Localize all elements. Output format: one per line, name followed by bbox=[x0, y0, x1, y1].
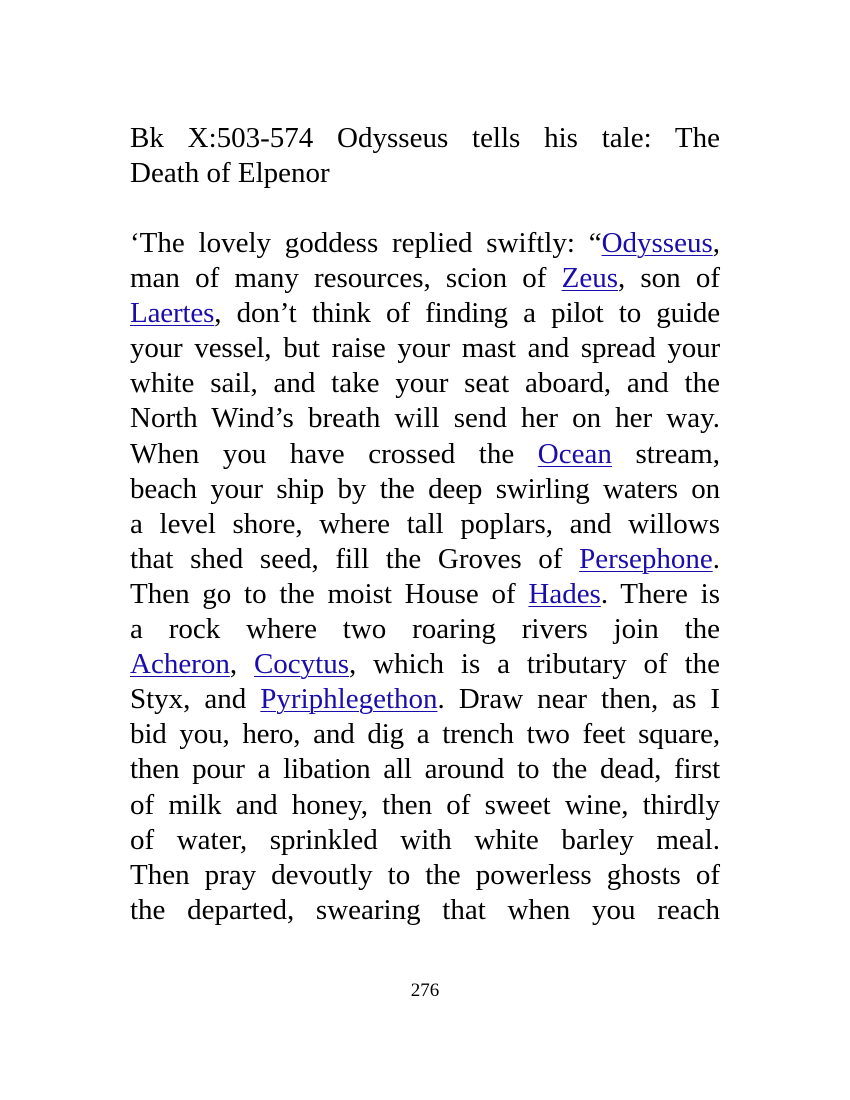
text-segment: , which is a tributary of the bbox=[349, 648, 721, 681]
text-segment: . There is bbox=[600, 577, 720, 610]
chapter-heading-line-1: Bk X:503-574 Odysseus tells his tale: The bbox=[130, 122, 720, 154]
text-line: a level shore, where tall poplars, and willows bbox=[130, 507, 720, 540]
text-line: beach your ship by the deep swirling waters on bbox=[130, 472, 720, 505]
link-laertes[interactable]: Laertes bbox=[130, 297, 215, 330]
text-line: of milk and honey, then of sweet wine, thirdly bbox=[130, 788, 720, 821]
text-segment: . Draw near then, as I bbox=[437, 683, 721, 716]
text-line: bid you, hero, and dig a trench two feet square, bbox=[130, 718, 720, 751]
link-ocean[interactable]: Ocean bbox=[537, 437, 612, 470]
text-line bbox=[130, 296, 720, 331]
page-number: 276 bbox=[410, 980, 440, 1001]
text-line: your vessel, but raise your mast and spread your bbox=[130, 332, 720, 365]
chapter-heading bbox=[130, 121, 720, 191]
text-segment: Styx, and bbox=[130, 683, 261, 716]
text-segment: stream, bbox=[611, 437, 720, 470]
text-line bbox=[130, 542, 720, 577]
link-persephone[interactable]: Persephone bbox=[579, 542, 713, 575]
link-zeus[interactable]: Zeus bbox=[561, 262, 618, 295]
chapter-heading-line-2: Death of Elpenor bbox=[130, 157, 330, 189]
text-line: white sail, and take your seat aboard, and the bbox=[130, 367, 720, 400]
text-segment: that shed seed, fill the Groves of bbox=[130, 542, 580, 575]
link-hades[interactable]: Hades bbox=[528, 577, 601, 610]
text-line bbox=[130, 682, 720, 717]
text-line bbox=[130, 577, 720, 612]
text-segment: , bbox=[712, 227, 720, 259]
link-pyriphlegethon[interactable]: Pyriphlegethon bbox=[260, 683, 438, 716]
text-line: of water, sprinkled with white barley meal. bbox=[130, 823, 720, 856]
link-acheron[interactable]: Acheron bbox=[130, 648, 230, 681]
text-segment: , bbox=[229, 648, 254, 681]
text-line: North Wind’s breath will send her on her way. bbox=[130, 402, 720, 435]
text-line: then pour a libation all around to the dead, first bbox=[130, 753, 720, 786]
text-line bbox=[130, 261, 720, 296]
text-segment: Then go to the moist House of bbox=[130, 577, 529, 610]
text-segment: . bbox=[712, 542, 720, 575]
text-segment: , son of bbox=[617, 262, 720, 295]
body-paragraph bbox=[130, 226, 720, 928]
text-segment: When you have crossed the bbox=[130, 437, 538, 470]
text-segment: , don’t think of finding a pilot to guide bbox=[214, 297, 720, 330]
text-segment: ‘The lovely goddess replied swiftly: “ bbox=[130, 227, 602, 259]
text-line bbox=[130, 647, 720, 682]
text-line: a rock where two roaring rivers join the bbox=[130, 613, 720, 646]
text-segment: man of many resources, scion of bbox=[130, 262, 562, 295]
link-odysseus[interactable]: Odysseus bbox=[601, 227, 713, 259]
link-cocytus[interactable]: Cocytus bbox=[253, 648, 350, 681]
text-line: the departed, swearing that when you reach bbox=[130, 893, 720, 926]
text-line: Then pray devoutly to the powerless ghosts of bbox=[130, 858, 720, 891]
text-line bbox=[130, 226, 720, 261]
text-line bbox=[130, 437, 720, 472]
